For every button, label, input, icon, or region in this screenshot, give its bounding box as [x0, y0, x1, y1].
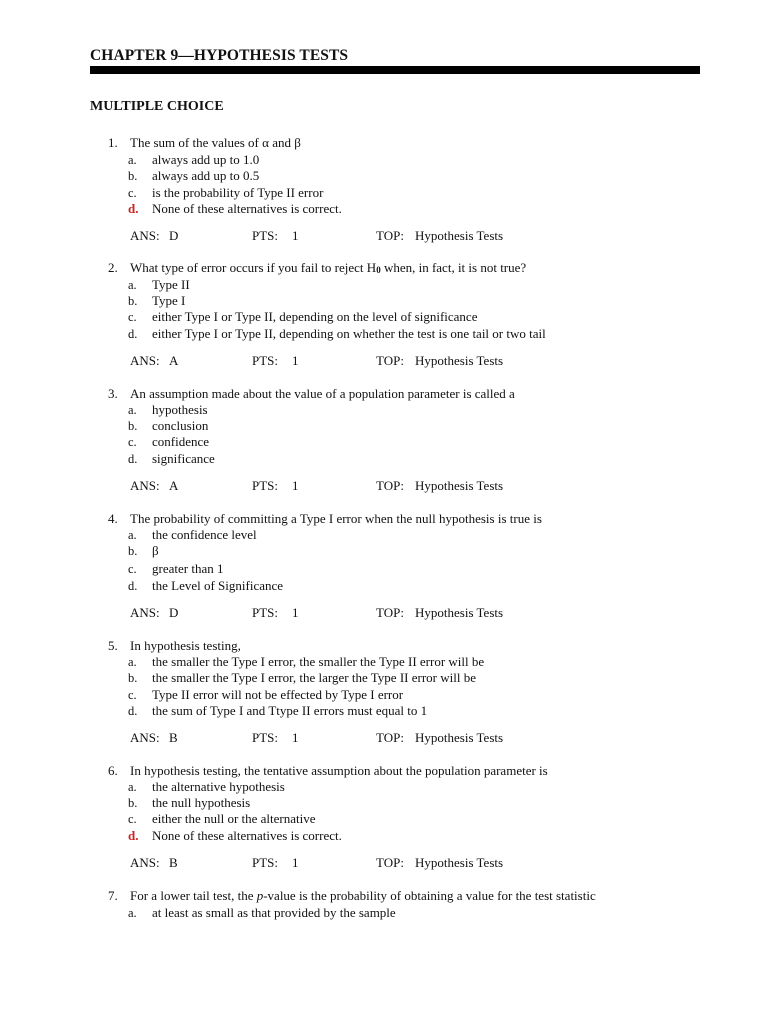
question-text: An assumption made about the value of a population parameter is called a [130, 386, 515, 401]
ans-label: ANS: [130, 478, 160, 493]
question-text: In hypothesis testing, the tentative assumption about the population parameter is [130, 763, 548, 778]
choice-text: β [152, 543, 159, 558]
pts-value: 1 [292, 605, 299, 620]
choice-text: always add up to 1.0 [152, 152, 260, 167]
title-rule [90, 66, 700, 74]
pts-label: PTS: [252, 353, 279, 368]
pts-label: PTS: [252, 478, 279, 493]
chapter-title: CHAPTER 9—HYPOTHESIS TESTS [90, 47, 349, 64]
question-text: The probability of committing a Type I error when the null hypothesis is true is [130, 511, 542, 526]
choice-letter: a. [128, 153, 137, 167]
choice-letter: c. [128, 310, 137, 324]
question-number: 2. [108, 260, 118, 275]
choice-text: the smaller the Type I error, the larger the Type II error will be [152, 670, 476, 685]
choice-text: Type II error will not be effected by Type I error [152, 687, 404, 702]
top-value: Hypothesis Tests [415, 855, 504, 870]
pts-value: 1 [292, 478, 299, 493]
question-text: In hypothesis testing, [130, 638, 241, 653]
choice-text: confidence [152, 434, 210, 449]
choice-letter: a. [128, 403, 137, 417]
choice-text: either Type I or Type II, depending on the level of significance [152, 309, 478, 324]
top-label: TOP: [376, 730, 404, 745]
pts-label: PTS: [252, 855, 279, 870]
pts-value: 1 [292, 855, 299, 870]
choice-text: is the probability of Type II error [152, 185, 324, 200]
ans-value: D [169, 228, 179, 243]
top-value: Hypothesis Tests [415, 605, 504, 620]
choice-text: always add up to 0.5 [152, 168, 260, 183]
question-text-end: when, in fact, it is not true? [380, 260, 527, 275]
pts-value: 1 [292, 228, 299, 243]
choice-letter: b. [128, 294, 138, 308]
section-heading: MULTIPLE CHOICE [90, 99, 224, 114]
choice-letter: c. [128, 562, 137, 576]
choice-letter: b. [128, 169, 138, 183]
choice-text: conclusion [152, 418, 209, 433]
ans-value: A [169, 478, 179, 493]
pts-value: 1 [292, 353, 299, 368]
pts-label: PTS: [252, 730, 279, 745]
choice-letter: c. [128, 688, 137, 702]
top-label: TOP: [376, 478, 404, 493]
question-number: 5. [108, 638, 118, 653]
choice-letter: b. [128, 796, 138, 810]
question-number: 6. [108, 763, 118, 778]
choice-letter: b. [128, 544, 138, 558]
choice-text: the Level of Significance [152, 578, 284, 593]
choice-text: greater than 1 [152, 561, 224, 576]
pts-value: 1 [292, 730, 299, 745]
ans-label: ANS: [130, 605, 160, 620]
choice-letter: a. [128, 278, 137, 292]
choice-text: the smaller the Type I error, the smaller the Type II error will be [152, 654, 485, 669]
choice-letter: a. [128, 780, 137, 794]
choice-letter: c. [128, 435, 137, 449]
question-text: The sum of the values of α and β [130, 135, 301, 150]
choice-text: either Type I or Type II, depending on whether the test is one tail or two tail [152, 326, 546, 341]
choice-text: None of these alternatives is correct. [152, 201, 342, 216]
choice-text: the confidence level [152, 527, 257, 542]
question-text-start: What type of error occurs if you fail to reject H [130, 260, 377, 275]
ans-value: B [169, 730, 178, 745]
top-label: TOP: [376, 855, 404, 870]
choice-letter: d. [128, 579, 138, 593]
choice-letter: d. [128, 452, 138, 466]
top-label: TOP: [376, 605, 404, 620]
choice-text: at least as small as that provided by the sample [152, 905, 396, 920]
ans-label: ANS: [130, 353, 160, 368]
ans-label: ANS: [130, 730, 160, 745]
ans-label: ANS: [130, 228, 160, 243]
top-value: Hypothesis Tests [415, 353, 504, 368]
choice-text: significance [152, 451, 215, 466]
choice-text: the null hypothesis [152, 795, 251, 810]
choice-letter: b. [128, 419, 138, 433]
top-value: Hypothesis Tests [415, 478, 504, 493]
ans-label: ANS: [130, 855, 160, 870]
choice-text: Type II [152, 277, 190, 292]
choice-letter: d. [128, 704, 138, 718]
question-number: 1. [108, 135, 118, 150]
ans-value: B [169, 855, 178, 870]
question-text-end: -value is the probability of obtaining a value for the test statistic [263, 888, 596, 903]
question-text [130, 888, 596, 904]
question-number: 4. [108, 511, 118, 526]
choice-text: None of these alternatives is correct. [152, 828, 342, 843]
p-value-italic: p [256, 888, 264, 903]
question-text [130, 260, 526, 278]
choice-letter: a. [128, 655, 137, 669]
top-value: Hypothesis Tests [415, 228, 504, 243]
choice-letter: d. [128, 828, 139, 843]
choice-letter: d. [128, 327, 138, 341]
choice-letter: c. [128, 186, 137, 200]
top-label: TOP: [376, 353, 404, 368]
question-number: 3. [108, 386, 118, 401]
choice-letter: a. [128, 528, 137, 542]
choice-text: the sum of Type I and Ttype II errors must equal to 1 [152, 703, 428, 718]
choice-letter: c. [128, 812, 137, 826]
choice-text: either the null or the alternative [152, 811, 316, 826]
question-text-start: For a lower tail test, the [130, 888, 257, 903]
choice-text: the alternative hypothesis [152, 779, 285, 794]
ans-value: D [169, 605, 179, 620]
top-value: Hypothesis Tests [415, 730, 504, 745]
choice-text: Type I [152, 293, 186, 308]
pts-label: PTS: [252, 228, 279, 243]
choice-letter: d. [128, 201, 139, 216]
ans-value: A [169, 353, 179, 368]
choice-text: hypothesis [152, 402, 208, 417]
top-label: TOP: [376, 228, 404, 243]
choice-letter: a. [128, 906, 137, 920]
choice-letter: b. [128, 671, 138, 685]
question-number: 7. [108, 888, 118, 903]
pts-label: PTS: [252, 605, 279, 620]
null-hypothesis-subscript: 0 [376, 265, 381, 275]
